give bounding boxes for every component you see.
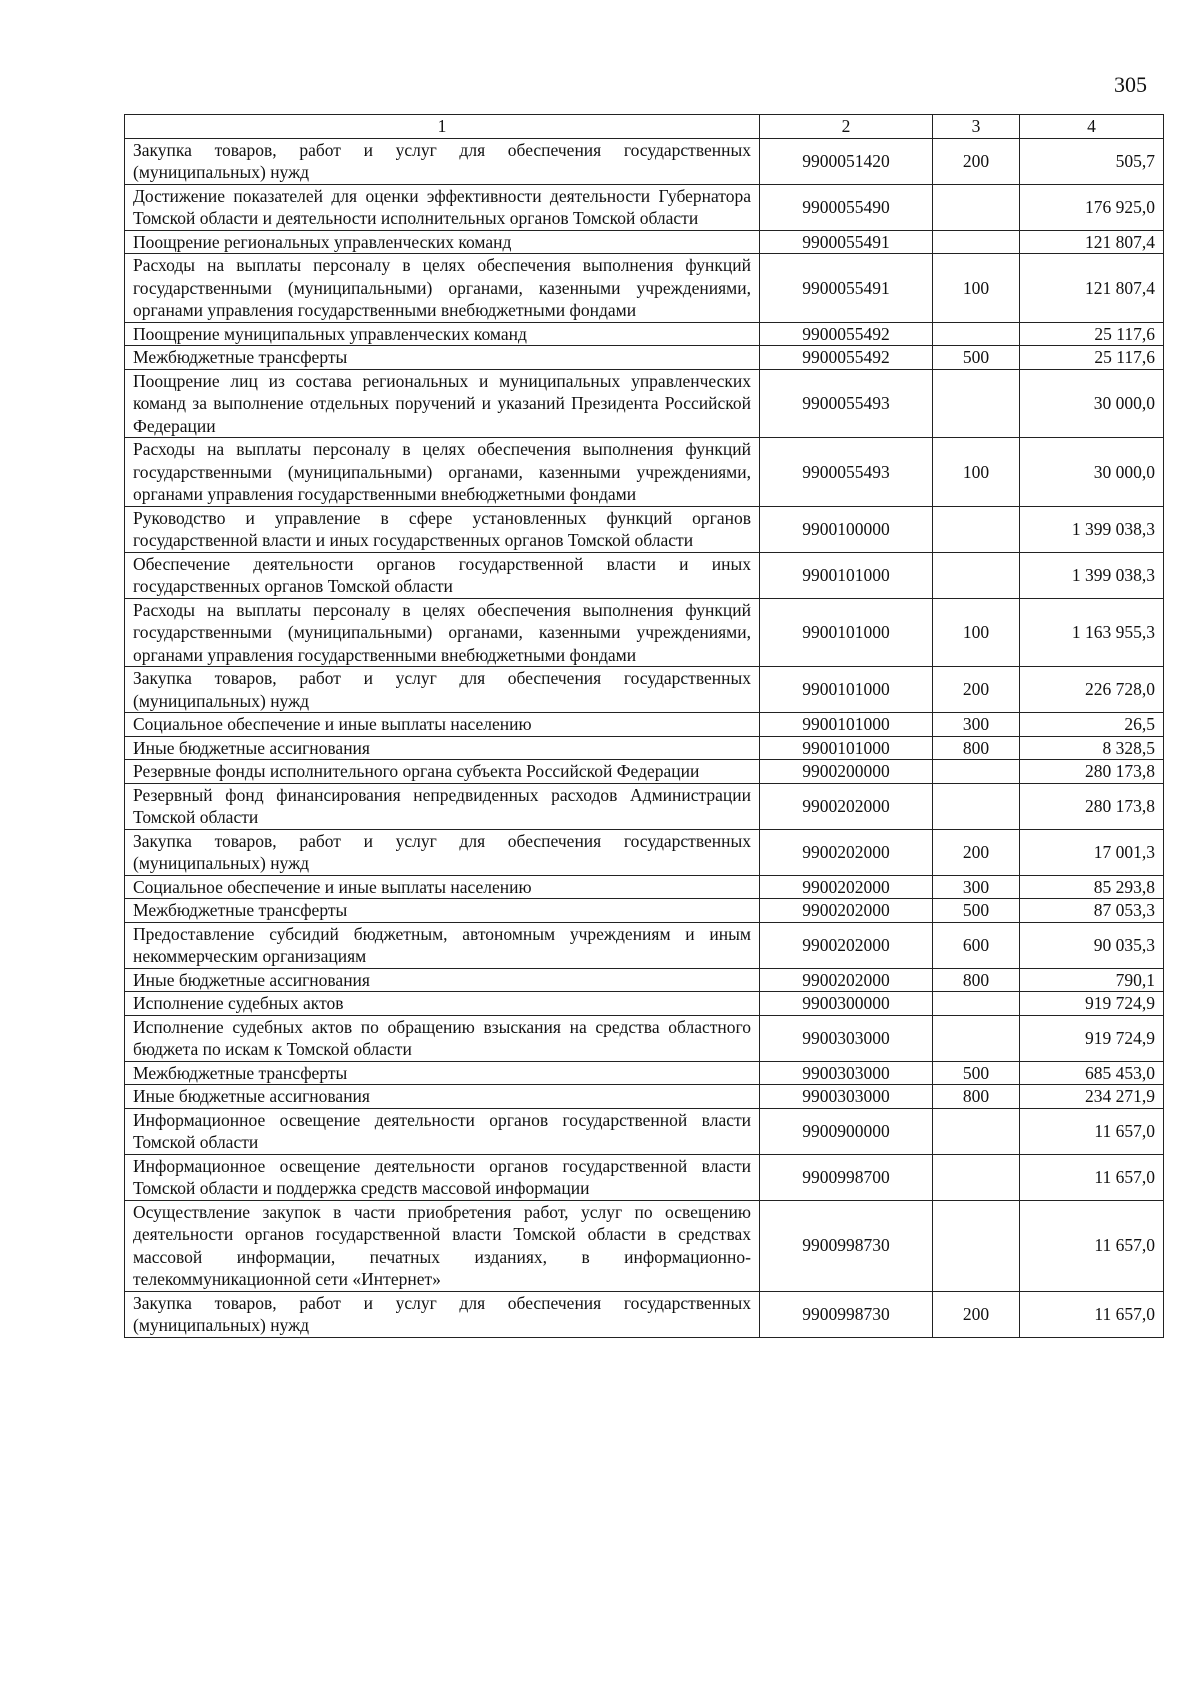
row-amount-cell: 226 728,0 <box>1020 667 1164 713</box>
row-code-cell: 9900101000 <box>760 736 933 760</box>
row-amount-cell: 8 328,5 <box>1020 736 1164 760</box>
row-name-cell: Иные бюджетные ассигнования <box>125 968 760 992</box>
row-code-cell: 9900055491 <box>760 254 933 323</box>
row-amount-cell: 176 925,0 <box>1020 184 1164 230</box>
row-expense-type-cell <box>933 783 1020 829</box>
table-row <box>125 922 1164 968</box>
row-expense-type-cell: 500 <box>933 1061 1020 1085</box>
row-name-cell: Информационное освещение деятельности органов государственной власти Томской области и поддержка средств массовой информации <box>125 1154 760 1200</box>
row-code-cell: 9900200000 <box>760 760 933 784</box>
row-name-cell: Межбюджетные трансферты <box>125 1061 760 1085</box>
row-code-cell: 9900300000 <box>760 992 933 1016</box>
table-row <box>125 438 1164 507</box>
row-expense-type-cell: 200 <box>933 1291 1020 1337</box>
table-row <box>125 322 1164 346</box>
row-name-cell: Межбюджетные трансферты <box>125 899 760 923</box>
row-expense-type-cell: 300 <box>933 713 1020 737</box>
row-expense-type-cell: 500 <box>933 899 1020 923</box>
row-name-cell: Резервный фонд финансирования непредвиденных расходов Администрации Томской области <box>125 783 760 829</box>
row-expense-type-cell: 500 <box>933 346 1020 370</box>
row-amount-cell: 90 035,3 <box>1020 922 1164 968</box>
row-name-cell: Закупка товаров, работ и услуг для обеспечения государственных (муниципальных) нужд <box>125 1291 760 1337</box>
row-name-cell: Поощрение региональных управленческих команд <box>125 230 760 254</box>
table-row <box>125 254 1164 323</box>
table-row <box>125 736 1164 760</box>
table-row <box>125 184 1164 230</box>
row-amount-cell: 280 173,8 <box>1020 783 1164 829</box>
row-amount-cell: 280 173,8 <box>1020 760 1164 784</box>
table-header-row <box>125 115 1164 139</box>
table-row <box>125 506 1164 552</box>
row-code-cell: 9900055493 <box>760 438 933 507</box>
row-name-cell: Информационное освещение деятельности органов государственной власти Томской области <box>125 1108 760 1154</box>
row-expense-type-cell: 200 <box>933 667 1020 713</box>
row-expense-type-cell: 100 <box>933 254 1020 323</box>
row-amount-cell: 87 053,3 <box>1020 899 1164 923</box>
table-row <box>125 1085 1164 1109</box>
row-amount-cell: 11 657,0 <box>1020 1200 1164 1291</box>
row-expense-type-cell: 800 <box>933 736 1020 760</box>
row-amount-cell: 1 163 955,3 <box>1020 598 1164 667</box>
row-amount-cell: 685 453,0 <box>1020 1061 1164 1085</box>
table-row <box>125 230 1164 254</box>
row-code-cell: 9900055491 <box>760 230 933 254</box>
row-code-cell: 9900100000 <box>760 506 933 552</box>
row-expense-type-cell <box>933 1200 1020 1291</box>
row-expense-type-cell: 100 <box>933 598 1020 667</box>
row-amount-cell: 790,1 <box>1020 968 1164 992</box>
row-code-cell: 9900055492 <box>760 346 933 370</box>
row-code-cell: 9900202000 <box>760 829 933 875</box>
row-amount-cell: 11 657,0 <box>1020 1108 1164 1154</box>
row-code-cell: 9900303000 <box>760 1061 933 1085</box>
row-name-cell: Иные бюджетные ассигнования <box>125 736 760 760</box>
column-header-4: 4 <box>1020 115 1164 139</box>
row-expense-type-cell <box>933 322 1020 346</box>
row-name-cell: Резервные фонды исполнительного органа субъекта Российской Федерации <box>125 760 760 784</box>
table-row <box>125 829 1164 875</box>
row-name-cell: Поощрение муниципальных управленческих команд <box>125 322 760 346</box>
row-code-cell: 9900101000 <box>760 552 933 598</box>
row-name-cell: Расходы на выплаты персоналу в целях обеспечения выполнения функций государственными (муниципальными) органами, казенными учреждениями, органами управления государственными внебюджетными фондами <box>125 438 760 507</box>
table-row <box>125 552 1164 598</box>
row-name-cell: Закупка товаров, работ и услуг для обеспечения государственных (муниципальных) нужд <box>125 138 760 184</box>
row-expense-type-cell <box>933 184 1020 230</box>
row-amount-cell: 30 000,0 <box>1020 369 1164 438</box>
table-body <box>125 138 1164 1337</box>
row-expense-type-cell: 200 <box>933 829 1020 875</box>
row-name-cell: Социальное обеспечение и иные выплаты населению <box>125 713 760 737</box>
row-amount-cell: 919 724,9 <box>1020 1015 1164 1061</box>
row-expense-type-cell: 800 <box>933 1085 1020 1109</box>
table-row <box>125 1108 1164 1154</box>
column-header-2: 2 <box>760 115 933 139</box>
row-amount-cell: 919 724,9 <box>1020 992 1164 1016</box>
row-name-cell: Поощрение лиц из состава региональных и муниципальных управленческих команд за выполнение отдельных поручений и указаний Президента Российской Федерации <box>125 369 760 438</box>
table-row <box>125 760 1164 784</box>
budget-table <box>124 114 1164 1338</box>
table-row <box>125 1015 1164 1061</box>
row-amount-cell: 17 001,3 <box>1020 829 1164 875</box>
row-name-cell: Иные бюджетные ассигнования <box>125 1085 760 1109</box>
row-code-cell: 9900055493 <box>760 369 933 438</box>
row-code-cell: 9900101000 <box>760 713 933 737</box>
row-code-cell: 9900101000 <box>760 667 933 713</box>
table-row <box>125 968 1164 992</box>
row-amount-cell: 1 399 038,3 <box>1020 552 1164 598</box>
table-row <box>125 992 1164 1016</box>
column-header-1: 1 <box>125 115 760 139</box>
row-code-cell: 9900303000 <box>760 1015 933 1061</box>
row-name-cell: Расходы на выплаты персоналу в целях обеспечения выполнения функций государственными (муниципальными) органами, казенными учреждениями, органами управления государственными внебюджетными фондами <box>125 598 760 667</box>
row-expense-type-cell: 600 <box>933 922 1020 968</box>
row-code-cell: 9900051420 <box>760 138 933 184</box>
table-row <box>125 1291 1164 1337</box>
row-name-cell: Социальное обеспечение и иные выплаты населению <box>125 875 760 899</box>
row-amount-cell: 26,5 <box>1020 713 1164 737</box>
row-code-cell: 9900202000 <box>760 875 933 899</box>
row-code-cell: 9900202000 <box>760 922 933 968</box>
row-amount-cell: 25 117,6 <box>1020 346 1164 370</box>
row-code-cell: 9900202000 <box>760 783 933 829</box>
row-name-cell: Предоставление субсидий бюджетным, автономным учреждениям и иным некоммерческим организациям <box>125 922 760 968</box>
table-row <box>125 667 1164 713</box>
table-row <box>125 369 1164 438</box>
row-expense-type-cell <box>933 230 1020 254</box>
row-code-cell: 9900101000 <box>760 598 933 667</box>
row-amount-cell: 30 000,0 <box>1020 438 1164 507</box>
row-code-cell: 9900055490 <box>760 184 933 230</box>
row-expense-type-cell <box>933 760 1020 784</box>
row-name-cell: Достижение показателей для оценки эффективности деятельности Губернатора Томской области и деятельности исполнительных органов Томской области <box>125 184 760 230</box>
row-name-cell: Закупка товаров, работ и услуг для обеспечения государственных (муниципальных) нужд <box>125 829 760 875</box>
row-amount-cell: 1 399 038,3 <box>1020 506 1164 552</box>
row-name-cell: Закупка товаров, работ и услуг для обеспечения государственных (муниципальных) нужд <box>125 667 760 713</box>
table-row <box>125 1154 1164 1200</box>
row-name-cell: Исполнение судебных актов по обращению взыскания на средства областного бюджета по искам к Томской области <box>125 1015 760 1061</box>
row-expense-type-cell: 100 <box>933 438 1020 507</box>
table-row <box>125 783 1164 829</box>
row-expense-type-cell <box>933 1015 1020 1061</box>
table-row <box>125 713 1164 737</box>
row-name-cell: Исполнение судебных актов <box>125 992 760 1016</box>
row-expense-type-cell <box>933 369 1020 438</box>
row-expense-type-cell: 800 <box>933 968 1020 992</box>
row-amount-cell: 85 293,8 <box>1020 875 1164 899</box>
row-expense-type-cell: 200 <box>933 138 1020 184</box>
table-row <box>125 138 1164 184</box>
row-amount-cell: 505,7 <box>1020 138 1164 184</box>
page-number: 305 <box>1114 72 1147 97</box>
table-row <box>125 875 1164 899</box>
row-code-cell: 9900202000 <box>760 899 933 923</box>
table-row <box>125 1061 1164 1085</box>
row-amount-cell: 234 271,9 <box>1020 1085 1164 1109</box>
row-name-cell: Руководство и управление в сфере установленных функций органов государственной власти и иных государственных органов Томской области <box>125 506 760 552</box>
row-amount-cell: 11 657,0 <box>1020 1154 1164 1200</box>
row-code-cell: 9900303000 <box>760 1085 933 1109</box>
row-name-cell: Расходы на выплаты персоналу в целях обеспечения выполнения функций государственными (муниципальными) органами, казенными учреждениями, органами управления государственными внебюджетными фондами <box>125 254 760 323</box>
column-header-3: 3 <box>933 115 1020 139</box>
row-code-cell: 9900202000 <box>760 968 933 992</box>
row-code-cell: 9900998700 <box>760 1154 933 1200</box>
row-code-cell: 9900055492 <box>760 322 933 346</box>
table-row <box>125 598 1164 667</box>
table-row <box>125 346 1164 370</box>
row-code-cell: 9900998730 <box>760 1291 933 1337</box>
row-amount-cell: 25 117,6 <box>1020 322 1164 346</box>
row-expense-type-cell: 300 <box>933 875 1020 899</box>
row-code-cell: 9900900000 <box>760 1108 933 1154</box>
row-amount-cell: 121 807,4 <box>1020 230 1164 254</box>
table-row <box>125 899 1164 923</box>
row-expense-type-cell <box>933 1154 1020 1200</box>
row-expense-type-cell <box>933 552 1020 598</box>
row-expense-type-cell <box>933 506 1020 552</box>
row-code-cell: 9900998730 <box>760 1200 933 1291</box>
row-amount-cell: 11 657,0 <box>1020 1291 1164 1337</box>
row-name-cell: Обеспечение деятельности органов государственной власти и иных государственных органов Томской области <box>125 552 760 598</box>
table-row <box>125 1200 1164 1291</box>
row-amount-cell: 121 807,4 <box>1020 254 1164 323</box>
row-name-cell: Межбюджетные трансферты <box>125 346 760 370</box>
row-expense-type-cell <box>933 992 1020 1016</box>
row-name-cell: Осуществление закупок в части приобретения работ, услуг по освещению деятельности органов государственной власти Томской области в средствах массовой информации, печатных изданиях, в информационно-телекоммуникационной сети «Интернет» <box>125 1200 760 1291</box>
row-expense-type-cell <box>933 1108 1020 1154</box>
